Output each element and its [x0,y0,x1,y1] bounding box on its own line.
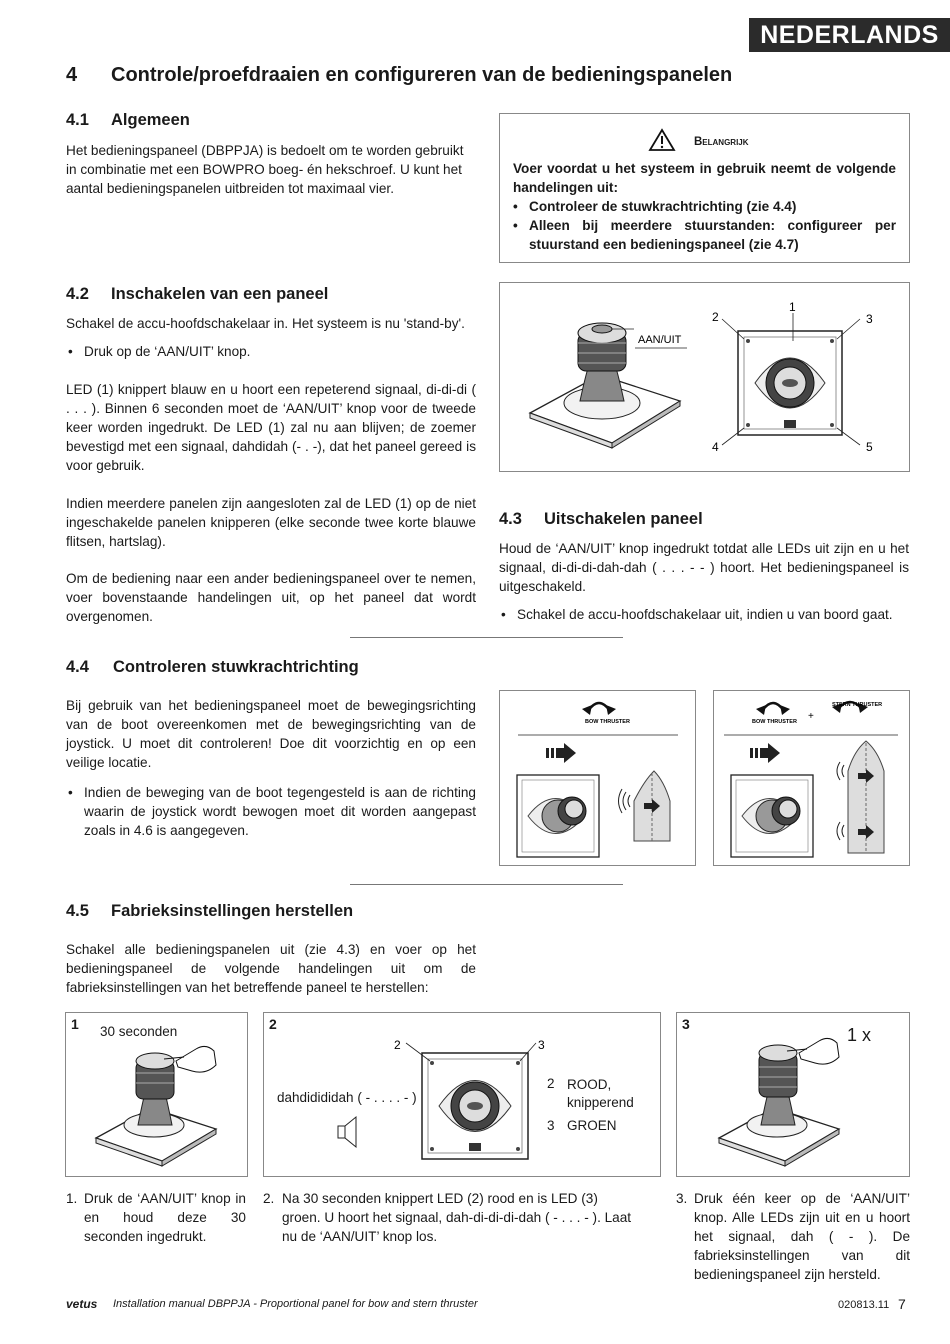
step1-number: 1 [71,1016,79,1032]
bow-thruster-illustration [500,691,695,865]
s42-p2: LED (1) knippert blauw en u hoort een repeterend signaal, di-di-di ( . . . ). Binnen 6 seconden moet de ‘AAN/UIT’ knop voor de tweede keer worden ingedrukt. De LED (1) zal nu aan blijven; de zoemer bevestigd met een signaal, dahdidah (- . -), dat het paneel gereed is voor gebruik. [66,382,476,473]
s41-number: 4.1 [66,111,89,129]
s41-body: Het bedieningspaneel (DBPPJA) is bedoelt om te worden gebruikt in combinatie met een BOWPRO boeg- én hekschroef. U kunt het aantal bedieningspanelen uitbreiden tot maximaal vier. [66,143,464,196]
section-number: 4 [66,64,78,86]
arrow-right-icon [546,743,576,763]
joystick-panel-topview [422,1053,528,1159]
step3-illustration [677,1013,909,1176]
important-item: • Controleer de stuwkrachtrichting (zie 4.4) [511,197,896,216]
s43-number: 4.3 [499,510,522,528]
warning-icon [648,128,676,152]
step2-figure [263,1012,661,1177]
important-box [499,113,910,263]
s42-number: 4.2 [66,285,89,303]
step3-figure [676,1012,910,1177]
callout-5: 5 [866,440,873,454]
s44-title: Controleren stuwkrachtrichting [113,658,359,676]
step2-number: 2 [269,1016,277,1032]
s44-number: 4.4 [66,658,89,676]
figure-bow-thruster [499,690,696,866]
step2-caption: Na 30 seconden knippert LED (2) rood en is LED (3) groen. U hoort het signaal, dah-di-di-di-dah ( - . . . - ). Laat nu de ‘AAN/UIT’ knop los. [282,1191,632,1244]
step3-number: 3 [682,1016,690,1032]
callout-3: 3 [866,312,873,326]
step1-label: 30 seconden [100,1024,178,1039]
s44-bullet: • Indien de beweging van de boot tegengesteld is aan de richting waarin de joystick wordt bewogen moet dit worden aangepast zoals in 4.6 is aangegeven. [66,783,476,840]
s43-bullets [499,605,909,624]
step1-caption: Druk de ‘AAN/UIT’ knop in en houd deze 30 seconden ingedrukt. [84,1191,246,1244]
s42-title: Inschakelen van een paneel [111,285,329,303]
s42-p1: Schakel de accu-hoofdschakelaar in. Het systeem is nu 'stand-by'. [66,316,465,331]
step1-illustration [66,1013,247,1176]
s45-body: Schakel alle bedieningspanelen uit (zie 4.3) en voer op het bedieningspaneel de volgende handelingen uit om de fabrieksinstellingen van het betreffende paneel te herstellen: [66,942,476,995]
language-tab: NEDERLANDS [749,18,950,52]
bow-thruster-label: BOW THRUSTER [752,719,797,725]
arrow-right-icon [750,743,780,763]
important-item: • Alleen bij meerdere stuurstanden: configureer per stuurstand een bedieningspaneel (zie 4.7) [511,216,896,254]
document-code: 020813.11 [838,1299,890,1311]
important-title: Belangrijk [694,136,749,148]
legend2-number: 2 [547,1076,555,1091]
bow-thruster-label: BOW THRUSTER [585,719,630,725]
brand-logo: vetus [66,1297,98,1311]
stern-thruster-label: STERN THRUSTER [832,702,883,708]
s42-p3: Indien meerdere panelen zijn aangesloten zal de LED (1) op de niet ingeschakelde panelen knipperen (elke seconde twee korte blauwe flitsen, hartslag). [66,496,476,549]
figure-panel-leds [499,282,910,472]
legend3-text: GROEN [567,1118,617,1133]
callout-2: 2 [394,1038,401,1052]
step2-caption-number: 2. [263,1191,275,1206]
joystick-panel-topview [738,331,842,435]
sound-waves-icon [837,762,844,840]
step1-figure [65,1012,248,1177]
footer-title: Installation manual DBPPJA - Proportional panel for bow and stern thruster [113,1298,478,1310]
s41-title: Algemeen [111,111,190,129]
important-list [511,197,896,254]
figure-bow-stern-thruster [713,690,910,866]
s43-title: Uitschakelen paneel [544,510,703,528]
step3-caption-number: 3. [676,1191,688,1206]
s44-body: Bij gebruik van het bedieningspaneel moet de bewegingsrichting van de boot overeenkomen met de bewegingsrichting van de joystick. U moet dit controleren! Doe dit voorzichtig en op een veilige locatie. [66,698,476,770]
divider [350,884,623,885]
callout-2: 2 [712,310,719,324]
callout-4: 4 [712,440,719,454]
plus-sign: + [808,711,814,722]
divider [350,637,623,638]
s45-number: 4.5 [66,902,89,920]
s43-bullet: • Schakel de accu-hoofdschakelaar uit, indien u van boord gaat. [499,605,909,624]
page-number: 7 [898,1296,906,1312]
step3-press-count: 1 x [847,1025,872,1045]
callout-3: 3 [538,1038,545,1052]
section-title: Controle/proefdraaien en configureren van de bedieningspanelen [111,64,733,86]
s42-p4: Om de bediening naar een ander bedieningspaneel over te nemen, voer bovenstaande handelingen uit, op het paneel dat wordt overgenomen. [66,571,476,624]
s42-bullet: • Druk op de ‘AAN/UIT’ knop. [66,342,476,361]
callout-1: 1 [789,300,796,314]
step1-caption-number: 1. [66,1191,78,1206]
important-intro: Voer voordat u het systeem in gebruik neemt de volgende handelingen uit: [513,161,896,195]
legend2-text: ROOD, knipperend [567,1077,634,1110]
s43-body: Houd de ‘AAN/UIT’ knop ingedrukt totdat alle LEDs uit zijn en u het signaal, di-di-di-dah-dah ( . . . - - ) hoort. Het bedieningspaneel is uitgeschakeld. [499,541,909,594]
sound-waves-icon [619,789,631,813]
panel-illustration [500,283,909,471]
speaker-icon [338,1117,356,1147]
s44-bullets [66,783,476,840]
step3-caption: Druk één keer op de ‘AAN/UIT’ knop. Alle LEDs zijn uit en u hoort het signaal, dah ( - ). De fabrieksinstellingen van dit bedieningspaneel zijn hersteld. [694,1191,910,1282]
bow-stern-thruster-illustration [714,691,909,865]
onoff-label: AAN/UIT [638,334,682,346]
step2-signal: dahdidididah ( - . . . . - ) [277,1090,417,1105]
s45-title: Fabrieksinstellingen herstellen [111,902,354,920]
legend3-number: 3 [547,1118,555,1133]
s42-bullets [66,342,476,361]
